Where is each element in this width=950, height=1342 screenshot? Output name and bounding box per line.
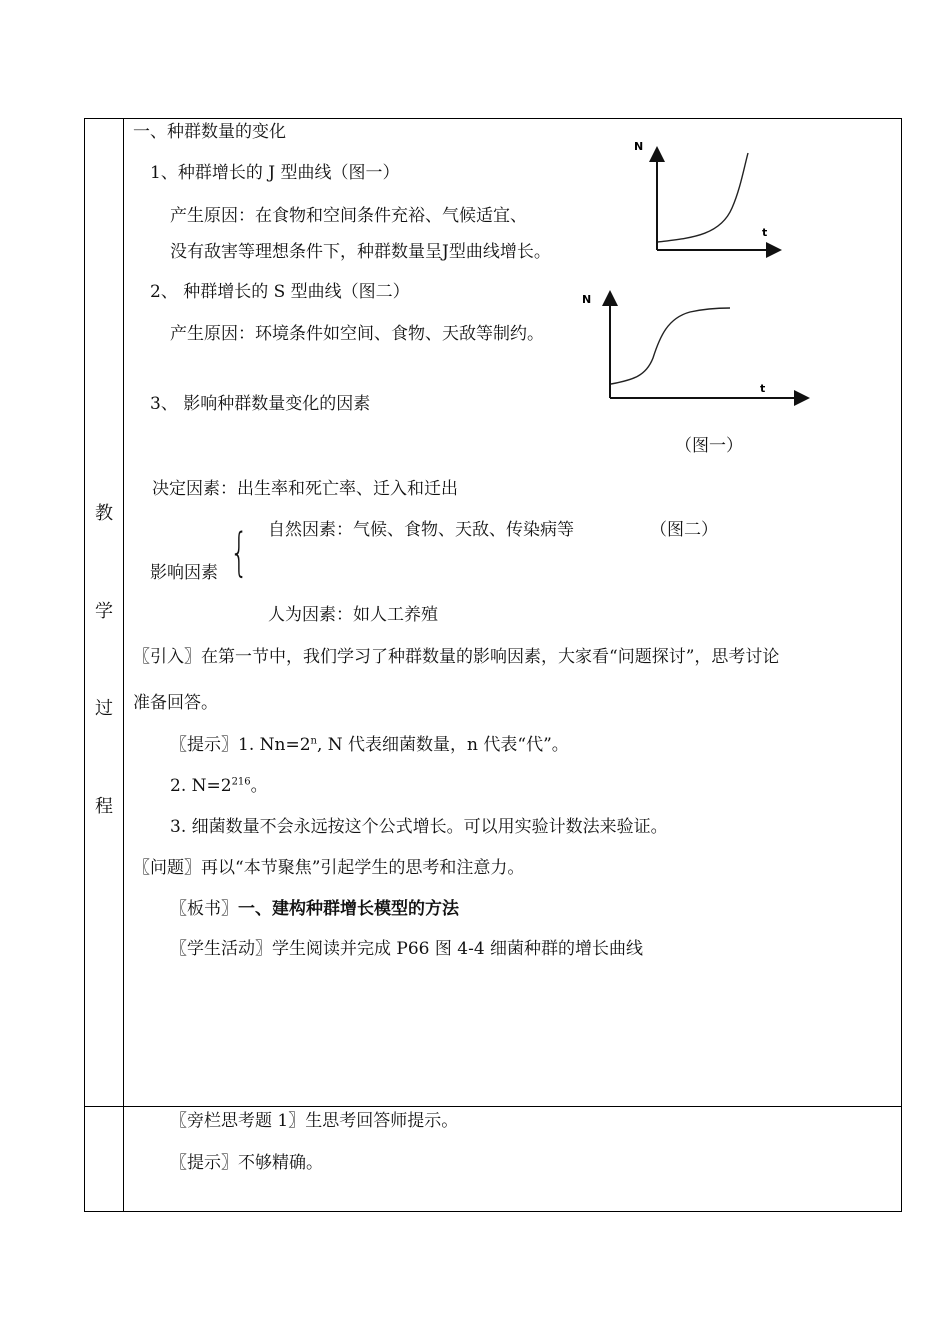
hint-point2-sup: 216	[231, 776, 251, 788]
board-prefix: 〖板书〗	[170, 899, 238, 919]
figure1-y-label: N	[634, 140, 644, 153]
column-divider	[123, 119, 124, 1211]
figure1-j-curve	[630, 138, 790, 258]
natural-factors: 自然因素：气候、食物、天敌、传染病等	[268, 520, 574, 540]
intro-line2: 准备回答。	[133, 693, 218, 713]
side-label-char-4: 程	[95, 796, 113, 817]
hint-point1-prefix: 〖提示〗1. Nn=2	[170, 735, 311, 755]
student-activity: 〖学生活动〗学生阅读并完成 P66 图 4-4 细菌种群的增长曲线	[170, 939, 644, 959]
board-text	[170, 898, 459, 920]
hint-point1-suffix: , N 代表细菌数量，n 代表“代”。	[316, 735, 569, 755]
hint-point2-prefix: 2. N=2	[170, 776, 232, 796]
item1-title: 1、种群增长的 J 型曲线（图一）	[150, 163, 400, 183]
side-label-char-1: 教	[95, 503, 113, 524]
hint-point2-suffix: 。	[250, 776, 268, 796]
hint-point1-sup: n	[310, 735, 317, 747]
decisive-factors: 决定因素：出生率和死亡率、迁入和迁出	[152, 479, 458, 499]
figure2-curve	[611, 308, 730, 384]
item2-title: 2、 种群增长的 S 型曲线（图二）	[150, 282, 410, 302]
figure2-s-curve	[578, 288, 813, 406]
figure2-x-label: t	[760, 382, 766, 395]
item3-title: 3、 影响种群数量变化的因素	[150, 394, 371, 414]
section-title: 一、种群数量的变化	[133, 122, 286, 142]
influence-label: 影响因素	[150, 563, 218, 583]
question-text: 〖问题〗再以“本节聚焦”引起学生的思考和注意力。	[133, 858, 525, 878]
human-factors: 人为因素：如人工养殖	[268, 605, 438, 625]
figure2-y-label: N	[582, 293, 592, 306]
side-label-char-3: 过	[95, 698, 113, 719]
hint-point1	[170, 734, 569, 756]
side-label-char-2: 学	[95, 601, 113, 622]
row-divider	[85, 1106, 901, 1107]
board-heading: 一、建构种群增长模型的方法	[238, 899, 459, 919]
figure2-caption: （图二）	[650, 520, 718, 540]
item1-reason-line2: 没有敌害等理想条件下，种群数量呈J型曲线增长。	[170, 242, 551, 262]
figure1-curve	[658, 153, 748, 242]
figure1-x-label: t	[762, 226, 768, 239]
intro-line1: 〖引入〗在第一节中，我们学习了种群数量的影响因素，大家看“问题探讨”，思考讨论	[133, 647, 780, 667]
bottom-line2: 〖提示〗不够精确。	[170, 1153, 323, 1173]
hint-point2	[170, 775, 268, 797]
bottom-line1: 〖旁栏思考题 1〗生思考回答师提示。	[170, 1111, 459, 1131]
figure1-caption: （图一）	[675, 436, 743, 456]
item2-reason: 产生原因：环境条件如空间、食物、天敌等制约。	[170, 324, 544, 344]
hint-point3: 3. 细菌数量不会永远按这个公式增长。可以用实验计数法来验证。	[170, 817, 668, 837]
brace-icon: {	[230, 523, 249, 583]
item1-reason-line1: 产生原因：在食物和空间条件充裕、气候适宜、	[170, 206, 527, 226]
